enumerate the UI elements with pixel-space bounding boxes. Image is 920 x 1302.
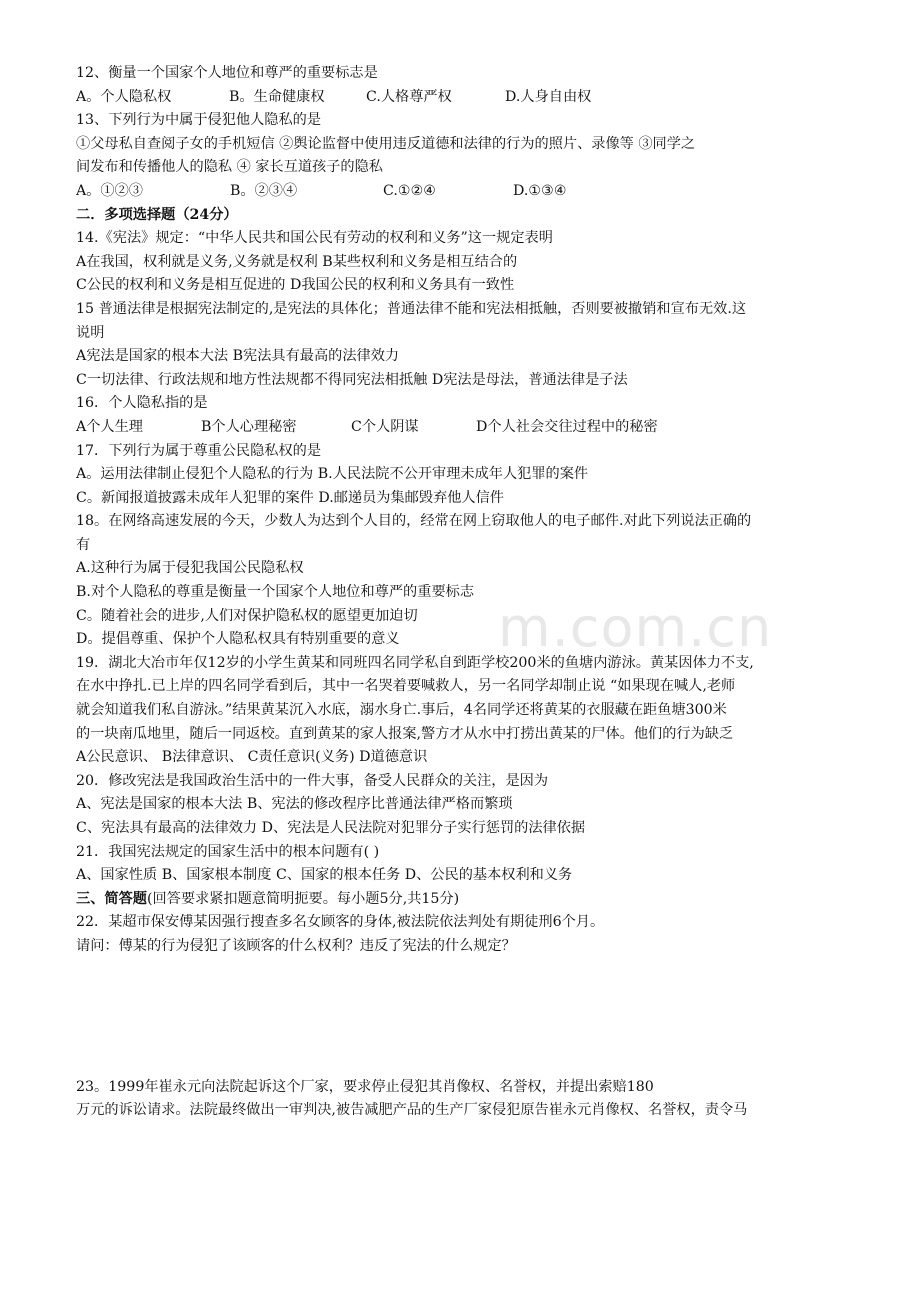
section-note: (回答要求紧扣题意简明扼要。每小题5分,共15分) xyxy=(146,890,460,907)
options-line xyxy=(76,416,856,440)
text-line: A。运用法律制止侵犯个人隐私的行为 B.人民法院不公开审理未成年人犯罪的案件 xyxy=(76,466,589,483)
text-line: D。提倡尊重、保护个人隐私权具有特别重要的意义 xyxy=(76,631,400,648)
option-item: D.①③④ xyxy=(513,182,567,199)
text-line: 有 xyxy=(76,536,91,553)
option-item: C.①②④ xyxy=(383,182,437,199)
section-heading: 三、简答题 xyxy=(76,890,147,907)
text-line: 间发布和传播他人的隐私 ④ 家长互道孩子的隐私 xyxy=(76,159,383,176)
text-line: 的一块南瓜地里，随后一同返校。直到黄某的家人报案,警方才从水中打捞出黄某的尸体。他们的行为缺乏 xyxy=(76,725,734,742)
text-line: C。新闻报道披露未成年人犯罪的案件 D.邮递员为集邮毁弃他人信件 xyxy=(76,489,504,506)
text-line: A在我国，权利就是义务,义务就是权利 B某些权利和义务是相互结合的 xyxy=(76,253,518,270)
text-line: 请问：傅某的行为侵犯了该顾客的什么权利？违反了宪法的什么规定？ xyxy=(76,937,516,954)
option-item: A。①②③ xyxy=(76,182,143,199)
text-line: C一切法律、行政法规和地方性法规都不得同宪法相抵触 D宪法是母法，普通法律是子法 xyxy=(76,371,628,388)
text-line: 15 普通法律是根据宪法制定的,是宪法的具体化；普通法律不能和宪法相抵触，否则要被撤销和宣布无效.这 xyxy=(76,300,747,317)
option-item: C个人阴谋 xyxy=(351,418,419,435)
text-line: 万元的诉讼请求。法院最终做出一审判决,被告减肥产品的生产厂家侵犯原告崔永元肖像权、名誉权，责令马 xyxy=(76,1102,748,1119)
text-line: 说明 xyxy=(76,324,105,341)
text-line: 13、下列行为中属于侵犯他人隐私的是 xyxy=(76,112,322,129)
text-line: ①父母私自查阅子女的手机短信 ②舆论监督中使用违反道德和法律的行为的照片、录像等 ③同学之 xyxy=(76,135,696,152)
option-item: B个人心理秘密 xyxy=(201,418,297,435)
text-line xyxy=(76,888,856,912)
option-item: C.人格尊严权 xyxy=(366,88,452,105)
option-item: B。②③④ xyxy=(230,182,298,199)
options-line xyxy=(76,180,856,204)
text-line: A、宪法是国家的根本大法 B、宪法的修改程序比普通法律严格而繁琐 xyxy=(76,796,513,813)
watermark-text: m.com.cn xyxy=(498,596,773,659)
option-item: B。生命健康权 xyxy=(229,88,325,105)
option-item: A。个人隐私权 xyxy=(76,88,172,105)
text-line: C。随着社会的进步,人们对保护隐私权的愿望更加迫切 xyxy=(76,607,418,624)
text-line: C、宪法具有最高的法律效力 D、宪法是人民法院对犯罪分子实行惩罚的法律依据 xyxy=(76,820,586,836)
text-line: 二．多项选择题（24分） xyxy=(76,206,238,223)
text-line: 23。1999年崔永元向法院起诉这个厂家，要求停止侵犯其肖像权、名誉权，并提出索赔180 xyxy=(76,1078,654,1095)
option-item: D个人社会交往过程中的秘密 xyxy=(476,418,658,435)
text-line: 12、衡量一个国家个人地位和尊严的重要标志是 xyxy=(76,65,378,81)
text-line: 22．某超市保安傅某因强行搜查多名女顾客的身体,被法院依法判处有期徒刑6个月。 xyxy=(76,914,605,931)
question-block xyxy=(76,62,856,959)
text-line: A.这种行为属于侵犯我国公民隐私权 xyxy=(76,560,304,577)
text-line: 18。在网络高速发展的今天，少数人为达到个人目的，经常在网上窃取他人的电子邮件.对此下列说法正确的 xyxy=(76,513,752,530)
text-line: A公民意识、 B法律意识、 C责任意识(义务) D道德意识 xyxy=(76,749,428,766)
text-line: 14.《宪法》规定：“中华人民共和国公民有劳动的权利和义务”这一规定表明 xyxy=(76,230,553,247)
text-line: A宪法是国家的根本大法 B宪法具有最高的法律效力 xyxy=(76,348,400,365)
question-23-block xyxy=(76,1076,856,1123)
document-page xyxy=(76,62,856,1123)
option-item: A个人生理 xyxy=(76,418,143,435)
text-line: C公民的权利和义务是相互促进的 D我国公民的权利和义务具有一致性 xyxy=(76,277,515,294)
answer-space xyxy=(76,959,856,1076)
text-line: 19．湖北大冶市年仅12岁的小学生黄某和同班四名同学私自到距学校200米的鱼塘内游泳。黄某因体力不支, xyxy=(76,654,754,671)
text-line: 在水中挣扎.已上岸的四名同学看到后，其中一名哭着要喊救人，另一名同学却制止说 “如果现在喊人,老师 xyxy=(76,678,736,695)
text-line: B.对个人隐私的尊重是衡量一个国家个人地位和尊严的重要标志 xyxy=(76,584,475,601)
text-line: 就会知道我们私自游泳。”结果黄某沉入水底，溺水身亡.事后，4名同学还将黄某的衣服藏在距鱼塘300米 xyxy=(76,702,727,719)
text-line: 17．下列行为属于尊重公民隐私权的是 xyxy=(76,442,322,459)
options-line xyxy=(76,86,856,110)
text-line: A、国家性质 B、国家根本制度 C、国家的根本任务 D、公民的基本权利和义务 xyxy=(76,867,573,884)
text-line: 20．修改宪法是我国政治生活中的一件大事，备受人民群众的关注，是因为 xyxy=(76,772,549,789)
text-line: 21．我国宪法规定的国家生活中的根本问题有( ) xyxy=(76,843,380,860)
text-line: 16．个人隐私指的是 xyxy=(76,395,208,412)
option-item: D.人身自由权 xyxy=(505,88,592,105)
